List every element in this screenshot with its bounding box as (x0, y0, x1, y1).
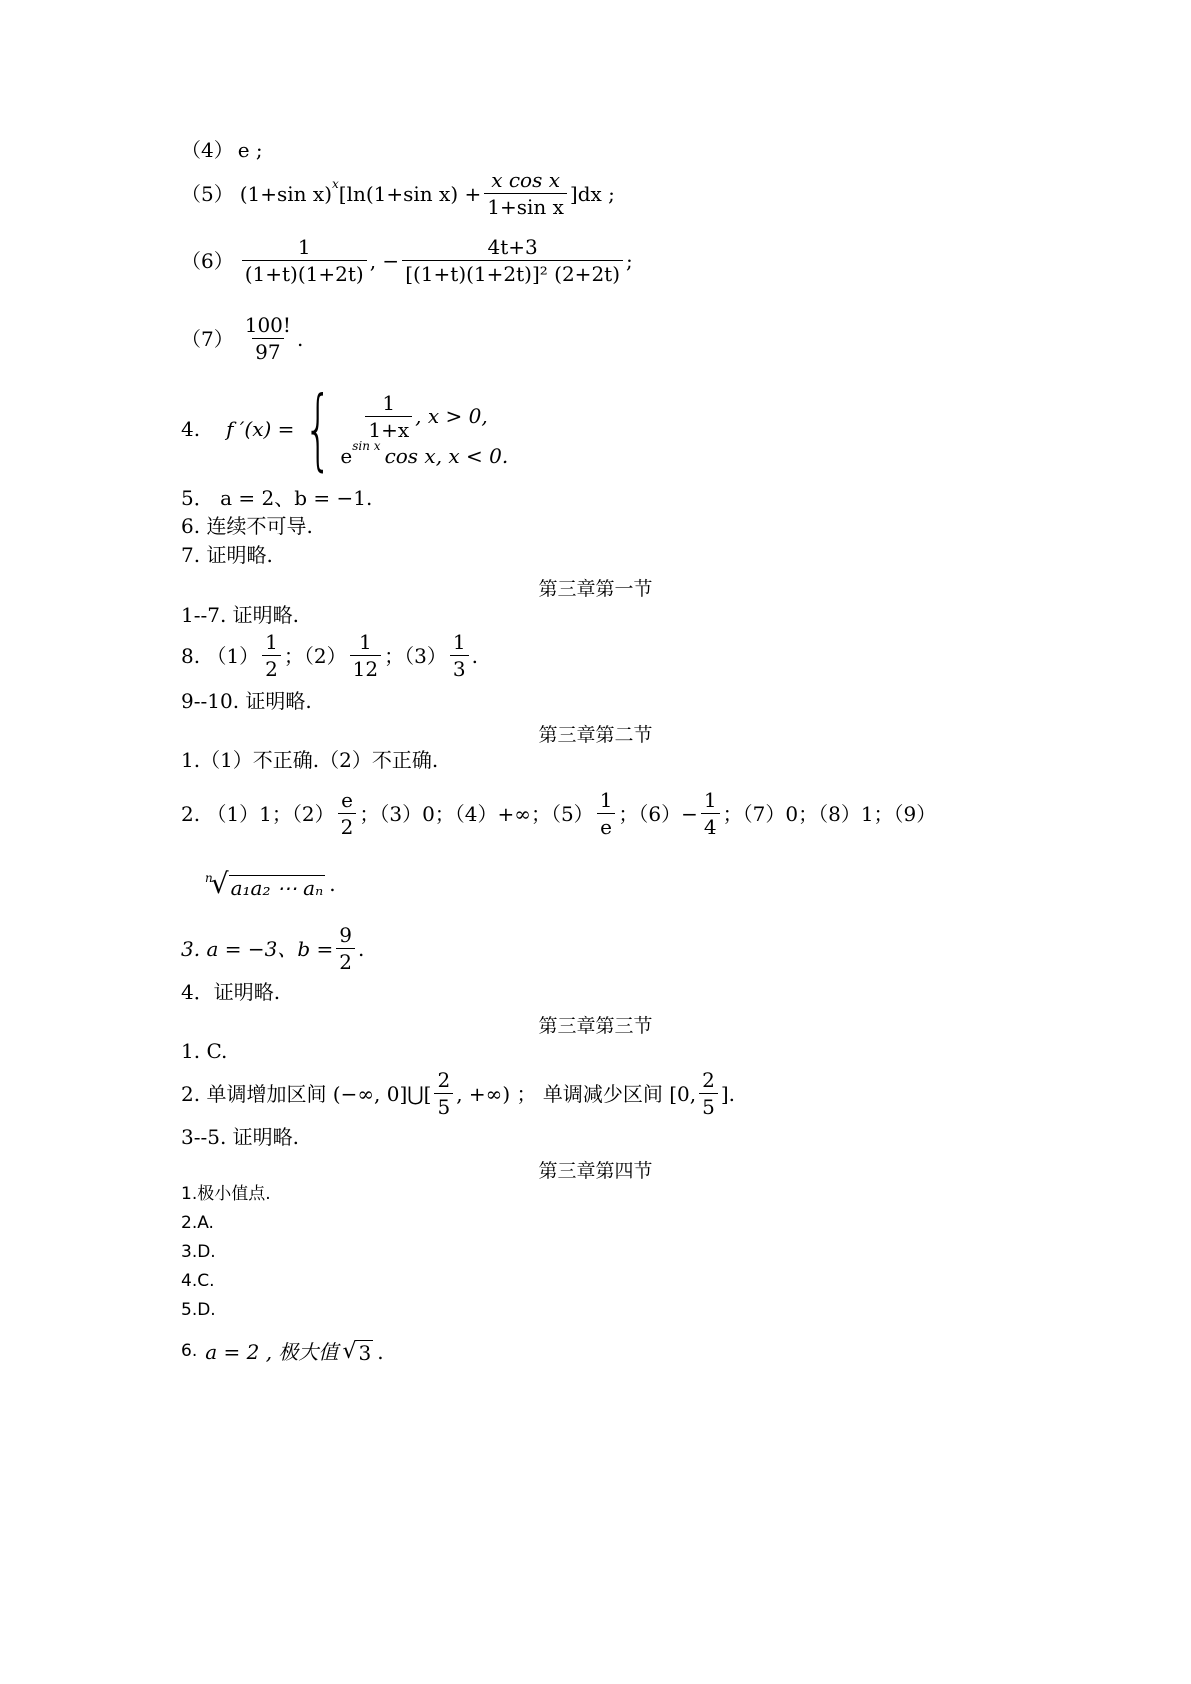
fraction (336, 925, 355, 972)
s4-answer-5: 5.D. (181, 1300, 216, 1320)
s2-answer-1: 1.（1）不正确.（2）不正确. (181, 748, 439, 772)
s4-answer-1: 1.极小值点. (181, 1184, 271, 1204)
denominator: 4 (701, 813, 720, 837)
separator: ；（2） (283, 643, 347, 668)
denominator: 2 (262, 655, 281, 679)
fraction (701, 790, 720, 837)
numerator: 1 (265, 630, 278, 654)
denominator: 5 (434, 1093, 453, 1117)
label: 4. (181, 417, 201, 441)
numerator: 1 (452, 630, 466, 654)
label: 8. （1） (181, 643, 260, 668)
expr-part: (1+sin x) (239, 181, 332, 206)
fraction (597, 790, 616, 837)
s1-answer-8 (181, 632, 478, 679)
denominator: e (597, 813, 615, 837)
piecewise-cases (340, 390, 509, 468)
case-1 (362, 390, 508, 442)
denominator: 2 (338, 813, 357, 837)
fraction (242, 237, 367, 284)
numerator: 1 (599, 788, 613, 812)
left-brace-icon: { (304, 377, 333, 480)
denominator: 1+sin x (484, 193, 567, 217)
s4-answer-4: 4.C. (181, 1271, 215, 1291)
question-5-answer: 5． a = 2、b = −1. (181, 486, 373, 510)
superscript: x (332, 176, 339, 191)
expr-part: ；（3）0；（4）+∞；（5） (359, 801, 594, 826)
label: 6. (181, 1341, 198, 1361)
denominator: 97 (252, 338, 283, 362)
root-index: n (205, 871, 213, 885)
expr-part: , − (369, 248, 400, 273)
numerator: 1 (703, 788, 717, 812)
label: （7） (181, 326, 234, 351)
denominator: 2 (336, 948, 355, 972)
label: 3. a = −3、b = (181, 936, 334, 961)
s4-answer-3: 3.D. (181, 1242, 216, 1262)
expr-part: f ′(x) = (226, 417, 295, 441)
s2-answer-2-continued (205, 867, 336, 900)
section-title: 第三章第二节 (538, 724, 653, 746)
fraction (350, 632, 381, 679)
numerator: 100! (244, 313, 291, 337)
expr-part: 2. 单调增加区间 (−∞, 0]⋃[ (181, 1081, 432, 1106)
fraction (262, 632, 281, 679)
s2-answer-3 (181, 925, 364, 972)
s3-answer-3-5: 3--5. 证明略. (181, 1125, 300, 1149)
expr-part: ；（7）0；（8）1；（9） (722, 801, 937, 826)
fraction (434, 1070, 453, 1117)
denominator: 1+x (365, 416, 412, 440)
numerator: 1 (382, 390, 396, 415)
square-root (342, 1340, 373, 1363)
numerator: 4t+3 (487, 235, 538, 259)
fraction (484, 170, 567, 217)
nth-root (205, 867, 325, 900)
label: （4） (181, 138, 234, 162)
numerator: x cos x (491, 168, 560, 192)
fraction (338, 790, 357, 837)
expr-part: cos x, x < 0. (384, 443, 509, 468)
expr-part: e (340, 443, 353, 468)
expr-part: . (296, 326, 304, 351)
s2-answer-4: 4．证明略. (181, 980, 281, 1004)
fraction (402, 237, 623, 284)
expr-part: ; (626, 248, 633, 273)
fraction (699, 1070, 718, 1117)
s2-answer-2 (181, 790, 936, 837)
expr-part: . (377, 1339, 384, 1364)
section-title: 第三章第三节 (538, 1015, 653, 1037)
question-7-answer: 7. 证明略. (181, 543, 273, 567)
radicand: 3 (358, 1341, 372, 1365)
label: （6） (181, 248, 234, 273)
radicand: a₁a₂ ⋯ aₙ (230, 876, 324, 900)
case-2 (340, 438, 509, 468)
s3-answer-1: 1. C. (181, 1039, 228, 1063)
denominator: (1+t)(1+2t) (242, 260, 367, 284)
section-title: 第三章第一节 (538, 578, 653, 600)
answer-text: e ; (237, 138, 263, 162)
s1-answer-1-7: 1--7. 证明略. (181, 603, 300, 627)
condition: , x > 0, (415, 404, 488, 428)
expr-part: ；（6）− (618, 801, 698, 826)
numerator: 1 (359, 630, 372, 654)
section-title: 第三章第四节 (538, 1160, 653, 1182)
expr-part: ]dx ; (569, 181, 615, 206)
expr-part: , +∞) ； 单调减少区间 [0, (456, 1081, 697, 1106)
denominator: 12 (350, 655, 381, 679)
fraction (450, 632, 469, 679)
numerator: 9 (339, 923, 352, 947)
question-6-answer: 6. 连续不可导. (181, 514, 313, 538)
s3-answer-2 (181, 1070, 735, 1117)
radical-icon: √ (342, 1339, 357, 1364)
expr-part: . (357, 936, 365, 961)
answer-5 (181, 170, 615, 217)
s4-answer-2: 2.A. (181, 1213, 214, 1233)
answer-7 (181, 315, 303, 362)
denominator: 3 (450, 655, 469, 679)
separator: ；（3） (384, 643, 447, 668)
expr-part: a = 2 , 极大值 (205, 1339, 339, 1364)
numerator: 2 (702, 1068, 715, 1092)
s4-answer-6 (181, 1340, 384, 1363)
numerator: 1 (297, 235, 311, 259)
denominator: 5 (699, 1093, 718, 1117)
expr-part: . (471, 643, 478, 668)
expr-part: . (329, 872, 336, 896)
answer-4 (181, 140, 263, 160)
s1-answer-9-10: 9--10. 证明略. (181, 689, 312, 713)
radical-icon: √ (210, 867, 229, 900)
denominator: [(1+t)(1+2t)]² (2+2t) (402, 260, 623, 284)
superscript: sin x (352, 438, 381, 453)
fraction (365, 390, 412, 442)
label: （5） (181, 181, 234, 206)
expr-part: ]. (720, 1081, 736, 1106)
fraction (242, 315, 294, 362)
numerator: 2 (437, 1068, 451, 1092)
numerator: e (341, 788, 353, 812)
label: 2. （1）1；（2） (181, 801, 335, 826)
expr-part: [ln(1+sin x) + (338, 181, 482, 206)
answer-6 (181, 237, 633, 284)
question-4-answer (181, 377, 509, 480)
